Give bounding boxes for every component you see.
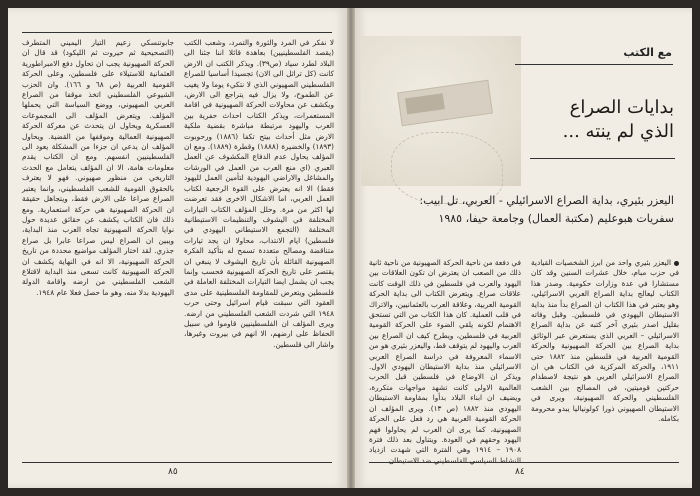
title-line-2: الذي لم ينته ... xyxy=(562,121,674,142)
left-page-column-left-text: جابوتنسكي زعيم التيار اليميني المتطرف (التصحيحية ثم حيروت ثم الليكود) قد قال ان الحركة الصهيونية يجب ان تحاول دفع الامبراطورية العثمانية للاستيلاء على فلسطين، وعلى الحركة القومية العربية (ص ٦٨ و ١٦٦). وان الحزب الشيوعي الفلسطيني اتخذ موقفا من الصراع العربي الصهيوني، ووضع السياسة التي يحملها المؤلف. ويتعرض المؤلف الى المجموعات العسكرية ويحاول ان يتحدث عن معركة الحركة الصهيونية العمالية وموقفها من القضية. ويحاول المؤلف ان يدعي ان جزءا من المشكلة يعود الى الفلسطينيين انفسهم. ومع ان الكتاب يقدم معلومات هامة، الا ان المؤلف يتعامل مع الحدث التاريخي من منظور صهيوني. فهو لا يعترف بالحقوق القومية للشعب الفلسطيني، وانما يعتبر الصراع صراعا على الارض فقط، ويتجاهل حقيقة ان الحركة الصهيونية هي حركة استعمارية. ومع ذلك فان الكتاب يكشف عن حقائق عديدة حول نوايا الحركة الصهيونية تجاه العرب منذ البداية، ويبين ان الصراع ليس صراعا عابرا بل صراع جذري. لقد اختار المؤلف مواضيع محددة من تاريخ الحركة الصهيونية، الا انه في النهاية يكشف ان الحركة الصهيونية كانت تسعى منذ البداية لاقتلاع الشعب الفلسطيني من ارضه واقامة الدولة اليهودية بدلا منه، وهو ما حصل فعلا عام ١٩٤٨. xyxy=(22,38,174,297)
bullet-icon xyxy=(674,261,679,266)
left-page-number: ٨٥ xyxy=(168,467,178,477)
background-photo xyxy=(361,36,521,186)
left-page-column-right xyxy=(184,38,334,456)
section-rule xyxy=(515,64,673,65)
right-page-column-right-text: اليعزر بئيري واحد من ابرز الشخصيات القيادية في حزب مبام، خلال عشرات السنين وقد كان مستشارا في عدة وزارات حكومية. وصدر هذا الكتاب ليعالج بداية الصراع العربي الاسرائيلي، وهو يعتبر في هذا الكتاب ان الصراع بدأ منذ بداية الاستيطان اليهودي في فلسطين. وقبل وفاته بقليل اصدر بئيري آخر كتبه عن بداية الصراع الاسرائيلي – العربي الذي يستعرض عبر الوثائق بداية الصراع بين الحركة الصهيونية والحركة القومية العربية في فلسطين منذ ١٨٨٢ حتى ١٩١١، والحركة المركزية في الكتاب هي ان الصراع الاسرائيلي العربي هو نتيجة لاصطدام حركتين قوميتين، في المصالح بين الشعب الفلسطيني والحركة الصهيونية، ويرى في الاستيطان الصهيوني ذورا كولونياليا يبدو محرومة بكامله. xyxy=(531,258,679,424)
book-gutter xyxy=(347,8,355,488)
section-label: مع الكتب xyxy=(623,46,672,59)
title-line-1: بدايات الصراع xyxy=(569,97,674,118)
right-page xyxy=(355,8,692,488)
right-page-column-right xyxy=(531,258,679,454)
left-page-column-left xyxy=(22,38,174,456)
article-title xyxy=(544,96,674,144)
right-page-column-left-text: في دفعة من ناحية الحركة الصهيونية من ناحية ثانية ذلك من الصعب ان يعترض ان تكون العلاقات بين اليهود والعرب في فلسطين في ذلك الوقت كانت علاقات صراع. ويتعرض الكتاب الى بداية الحركة القومية العربية، وعلاقة العرب بالعثمانيين، والاتراك في قلب العملية. كان هذا الكتاب من التي تستحق الاهتمام لكونه يلقي الضوء على الحركة القومية العربية في فلسطين، ويطرح كيف ان الصراع بين العرب واليهود لم يتوقف قط، واليعزر بئيري هو من الاسماء المعروفة في دراسة الصراع العربي الاسرائيلي منذ بداية الاستيطان اليهودي الاول. ويذكر ان الاوضاع في فلسطين قبل الحرب العالمية الاولى كانت تشهد مواجهات متكررة، ويضيف ان ابناء البلاد بدأوا بمقاومة الاستيطان اليهودي منذ ١٨٨٢ (ص ١٣). ويرى المؤلف ان الحركة القومية العربية هي رد فعل على الحركة الصهيونية، كما يرى ان العرب لم يحاولوا فهم اليهود وحقهم في العودة. ويتناول بعد ذلك فترة ١٩٠٨ – ١٩١٤ وهي الفترة التي شهدت ازدياد النشاط السياسي الفلسطيني ضد الاستيطان. xyxy=(369,258,521,465)
left-page-column-right-text: لا نفكر في المرد والثورة والتمرد، وشعب الكتب (يقصد الفلسطينيين) بعاهدة قائلا اننا جئنا الى البلاد لطرد سياد (ص٣٩). ويذكر الكتب ان الارض كانت (كل تراثل الى الان) تجسيدا أساسيا للصراع الفلسطيني الصهيوني الذي لا نتكيء يوما ولا يغيب عن الطموح، ولا يزال فيه يتراجع الى الارض، ويكشف عن محاولات الحركة الصهيونية في اقامة المستعمرات، ويذكر الكتاب احداث حفرية بين العرب واليهود مرتبطة مباشرة بقضية ملكية الارض مثل أحداث بيتح تكفا (١٨٨٦) ورحوبوت (١٨٩٣) والخضيرة (١٨٨٨) وقطرة (١٨٨٩). ومع ان المؤلف يحاول عدم الدفاع المكشوف عن العمل العبري (اي منع العرب من العمل في الورشات والمشاغل والاراضي اليهودية لتأمين العمل لليهود فقط) الا انه يعترض على القوة الرجعية لكتاب العمل العربي، اما الاشكال الاخرى فقد تعرضت لها اكثر من مرة. وحلل المؤلف الكتاب التيارات المختلفة في اليشوف والتنظيمات الاستيطانية المختلفة (التجمع الاستيطاني اليهودي في فلسطين) ايام الانتداب، محاولا ان يجد تيارات متناقضة ومصالح متعددة تسمح له بتأكيد الفكرة الصهيونية القائلة بأن تاريخ اليشوف لا ينبغي ان يقتصر على تاريخ الحركة الصهيونية فحسب وإنما يجب ان يشمل ايضا التيارات المختلفة العاملة في فلسطين ويتعرض للمقاومة الفلسطينية على مدى العقود التي سبقت قيام اسرائيل وحتى حرب ١٩٤٨ التي شردت الشعب الفلسطيني من ارضه. ويرى المؤلف ان الفلسطينيين قاوموا في سبيل الحفاظ على ارضهم، الا انهم في بيروت وغيرها، واشار الى قلسطين. xyxy=(184,38,335,349)
left-page-top-rule xyxy=(22,32,332,33)
right-page-column-left xyxy=(369,258,521,465)
title-rule xyxy=(530,158,675,159)
right-page-bottom-rule xyxy=(369,462,679,463)
left-page xyxy=(8,8,347,488)
left-page-bottom-rule xyxy=(22,462,332,463)
right-page-number: ٨٤ xyxy=(515,467,525,477)
flag-illustration xyxy=(397,80,493,126)
bibliography: اليعزر بئيري، بداية الصراع الاسرائيلي - العربي، تل ابيب: سفريات هبوعليم (مكتبة العمال) وجامعة حيفا، ١٩٨٥ xyxy=(419,194,674,225)
